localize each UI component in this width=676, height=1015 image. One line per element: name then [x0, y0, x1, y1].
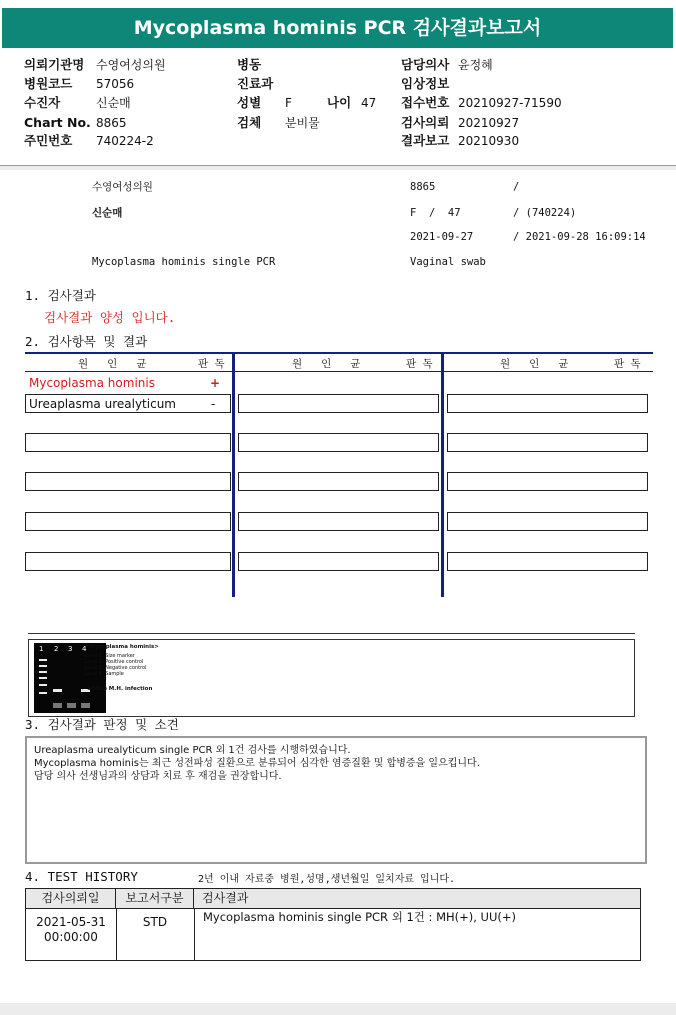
report-date-label: 결과보고: [401, 133, 450, 148]
gel-band: [39, 659, 47, 661]
gel-panel: [28, 639, 635, 717]
col-organism-1: 원 인 균: [78, 358, 147, 370]
row2-result: -: [211, 397, 216, 411]
opinion-line: Mycoplasma hominis는 최근 성전파성 질환으로 분류되어 심각한 염증질환 및 합병증을 일으킵니다.: [34, 758, 480, 769]
summary-slash: /: [513, 181, 520, 193]
receipt-no-label: 접수번호: [401, 95, 450, 110]
history-col-type: 보고서구분: [116, 889, 194, 908]
history-row-date: [26, 915, 116, 945]
summary-birth: / (740224): [513, 207, 577, 219]
gel-annotation: ← 380bp M.H. infection: [81, 686, 153, 692]
chart-no-label: Chart No.: [24, 115, 91, 130]
grid-header-rule: [25, 371, 653, 372]
report-header: [0, 0, 676, 166]
empty-cell: [447, 472, 648, 491]
opinion-text: [34, 744, 480, 783]
grid-top-rule: [25, 352, 653, 354]
specimen-label: 검체: [237, 115, 262, 130]
section2-title: 2. 검사항목 및 결과: [25, 334, 148, 349]
summary-patient: 신순매: [92, 207, 123, 219]
gel-legend-1: Lane 1: Size marker: [85, 653, 135, 659]
summary-institution: 수영여성의원: [92, 181, 153, 193]
age-label: 나이: [327, 95, 352, 110]
history-header-rule: [26, 908, 640, 909]
gel-band: [81, 703, 90, 708]
col-judgement-2: 판 독: [406, 358, 433, 370]
empty-cell: [447, 512, 648, 531]
history-col-result: 검사결과: [194, 889, 640, 908]
doctor-label: 담당의사: [401, 57, 450, 72]
gel-legend-4: Lane 4: Sample: [85, 671, 124, 677]
institution-value: 수영여성의원: [96, 58, 166, 72]
history-date: 2021-05-31: [36, 915, 106, 929]
empty-cell: [447, 433, 648, 452]
section4-title: 4. TEST HISTORY: [25, 869, 138, 884]
request-date-value: 20210927: [458, 116, 520, 130]
empty-cell: [238, 552, 439, 571]
empty-cell: [25, 552, 231, 571]
specimen-value: 분비물: [285, 116, 320, 130]
empty-cell: [447, 552, 648, 571]
dept-label: 진료과: [237, 76, 274, 91]
gel-lane-4: 4: [82, 645, 87, 653]
doctor-value: 윤정혜: [458, 58, 493, 72]
gel-band: [39, 684, 47, 686]
sex-value: F: [285, 96, 292, 110]
section4-note: 2년 이내 자료중 병원,성명,생년월일 일치자료 입니다.: [198, 874, 456, 885]
opinion-line: Ureaplasma urealyticum single PCR 외 1건 검사를 시행하였습니다.: [34, 745, 351, 756]
empty-cell: [25, 472, 231, 491]
col-organism-2: 원 인 균: [292, 358, 361, 370]
empty-cell: [238, 512, 439, 531]
gel-band: [39, 665, 47, 667]
patient-value: 신순매: [96, 96, 131, 110]
gel-band: [39, 677, 47, 679]
empty-cell: [238, 394, 439, 413]
section3-title: 3. 검사결과 판정 및 소견: [25, 717, 179, 732]
summary-report-datetime: / 2021-09-28 16:09:14: [513, 231, 646, 243]
clinical-label: 임상정보: [401, 76, 450, 91]
gel-band: [53, 689, 62, 692]
col-judgement-1: 판 독: [198, 358, 225, 370]
resident-no-label: 주민번호: [24, 133, 73, 148]
patient-label: 수진자: [24, 95, 61, 110]
institution-label: 의뢰기관명: [24, 57, 85, 72]
col-judgement-3: 판 독: [614, 358, 641, 370]
grid-divider-1: [232, 352, 235, 597]
empty-cell: [447, 394, 648, 413]
gel-lane-3: 3: [68, 645, 73, 653]
empty-cell: [238, 433, 439, 452]
section1-result: 검사결과 양성 입니다.: [44, 310, 176, 325]
gel-title: <Mycoplasma hominis>: [85, 644, 159, 650]
request-date-label: 검사의뢰: [401, 115, 450, 130]
col-organism-3: 원 인 균: [500, 358, 569, 370]
gel-lane-2: 2: [54, 645, 59, 653]
hospital-code-value: 57056: [96, 77, 135, 91]
receipt-no-value: 20210927-71590: [458, 96, 562, 110]
history-row-result: Mycoplasma hominis single PCR 외 1건 : MH(+), UU(+): [203, 910, 516, 924]
summary-sex-age: F / 47: [410, 207, 461, 219]
gel-legend-2: Lane 2: Positive control: [85, 659, 144, 665]
history-divider: [194, 908, 195, 960]
empty-cell: [25, 512, 231, 531]
summary-specimen: Vaginal swab: [410, 256, 486, 268]
report-date-value: 20210930: [458, 134, 520, 148]
gel-top-rule: [28, 633, 635, 634]
empty-cell: [238, 472, 439, 491]
ward-label: 병동: [237, 57, 262, 72]
gel-band: [53, 703, 62, 708]
history-row-type: STD: [142, 915, 168, 929]
resident-no-value: 740224-2: [96, 134, 154, 148]
gel-band: [39, 671, 47, 673]
history-col-date: 검사의뢰일: [26, 889, 116, 908]
row1-result: +: [210, 376, 221, 390]
row1-organism: Mycoplasma hominis: [29, 376, 155, 390]
section1-title: 1. 검사결과: [25, 288, 96, 303]
sex-label: 성별: [237, 95, 262, 110]
gel-band: [67, 703, 76, 708]
chart-no-value: 8865: [96, 116, 127, 130]
gel-lane-1: 1: [39, 645, 44, 653]
grid-divider-2: [441, 352, 444, 597]
age-value: 47: [361, 96, 377, 110]
gel-legend-3: Lane 3: Negative control: [85, 665, 147, 671]
summary-test-name: Mycoplasma hominis single PCR: [92, 256, 276, 268]
summary-chart-no: 8865: [410, 181, 436, 193]
summary-receipt-date: 2021-09-27: [410, 231, 474, 243]
opinion-box: [25, 736, 647, 864]
opinion-line: 담당 의사 선생님과의 상담과 치료 후 재검을 권장합니다.: [34, 771, 282, 782]
empty-cell: [25, 433, 231, 452]
history-table: [25, 888, 641, 961]
gel-band: [39, 692, 47, 694]
report-title: Mycoplasma hominis PCR 검사결과보고서: [2, 8, 673, 48]
history-time: 00:00:00: [44, 930, 98, 944]
hospital-code-label: 병원코드: [24, 76, 73, 91]
row2-organism: Ureaplasma urealyticum: [29, 397, 176, 411]
